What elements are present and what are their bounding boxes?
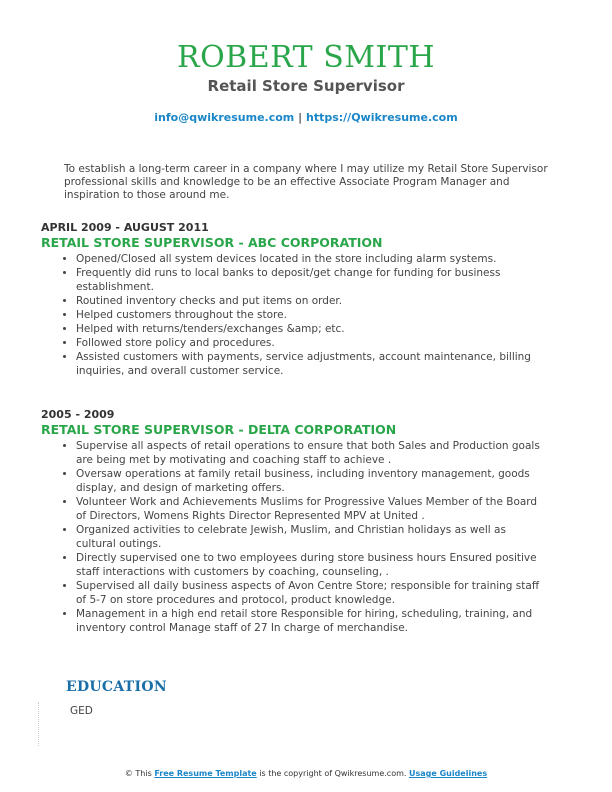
- website-link[interactable]: https://Qwikresume.com: [305, 111, 458, 124]
- bullet-item: • Oversaw operations at family retail business, including inventory management, goods display, and design of marketing offers.: [76, 467, 541, 495]
- bullet-item: • Volunteer Work and Achievements Muslims for Progressive Values Member of the Board of Directors, Womens Rights Director Represented MPV at United .: [76, 495, 541, 523]
- job-bullets: [41, 439, 541, 635]
- bullet-item: • Frequently did runs to local banks to deposit/get change for funding for business establishment.: [76, 266, 541, 294]
- education-item: GED: [70, 705, 93, 717]
- footer: [0, 769, 612, 778]
- free-resume-template-link[interactable]: Free Resume Template: [154, 769, 257, 778]
- bullet-item: • Assisted customers with payments, service adjustments, account maintenance, billing inquiries, and overall customer service.: [76, 350, 541, 378]
- job-position: RETAIL STORE SUPERVISOR - DELTA CORPORATION: [41, 422, 397, 437]
- bullet-item: • Routined inventory checks and put items on order.: [76, 294, 541, 308]
- education-heading: EDUCATION: [66, 679, 167, 695]
- job-bullets: [41, 252, 541, 378]
- footer-prefix: © This: [124, 769, 152, 778]
- bullet-item: • Management in a high end retail store Responsible for hiring, scheduling, training, and inventory control Manage staff of 27 In charge of merchandise.: [76, 607, 541, 635]
- footer-copyright-text: is the copyright of Qwikresume.com.: [259, 769, 407, 778]
- experience-item: [41, 408, 541, 635]
- job-dates: APRIL 2009 - AUGUST 2011: [41, 221, 209, 234]
- bullet-item: • Directly supervised one to two employees during store business hours Ensured positive staff interactions with customers by coaching, counseling, .: [76, 551, 541, 579]
- contact-line: [0, 111, 612, 124]
- experience-item: [41, 221, 541, 378]
- bullet-item: • Organized activities to celebrate Jewish, Muslim, and Christian holidays as well as cultural outings.: [76, 523, 541, 551]
- job-position: RETAIL STORE SUPERVISOR - ABC CORPORATION: [41, 235, 383, 250]
- job-title-heading: Retail Store Supervisor: [207, 77, 405, 95]
- bullet-item: • Helped customers throughout the store.: [76, 308, 541, 322]
- contact-separator: |: [298, 111, 303, 124]
- email-link[interactable]: info@qwikresume.com: [154, 111, 295, 124]
- bullet-item: • Supervised all daily business aspects of Avon Centre Store; responsible for training staff of 5-7 on store procedures and protocol, product knowledge.: [76, 579, 541, 607]
- job-dates: 2005 - 2009: [41, 408, 115, 421]
- education-divider: [38, 702, 39, 746]
- bullet-item: • Followed store policy and procedures.: [76, 336, 541, 350]
- bullet-item: • Supervise all aspects of retail operations to ensure that both Sales and Production goals are being met by motivating and coaching staff to achieve .: [76, 439, 541, 467]
- summary-text: To establish a long-term career in a company where I may utilize my Retail Store Supervisor professional skills and knowledge to be an effective Associate Program Manager and inspiration to those around me.: [64, 163, 548, 201]
- bullet-item: • Helped with returns/tenders/exchanges &amp; etc.: [76, 322, 541, 336]
- bullet-item: • Opened/Closed all system devices located in the store including alarm systems.: [76, 252, 541, 266]
- usage-guidelines-link[interactable]: Usage Guidelines: [408, 769, 488, 778]
- page-title: ROBERT SMITH: [176, 40, 436, 75]
